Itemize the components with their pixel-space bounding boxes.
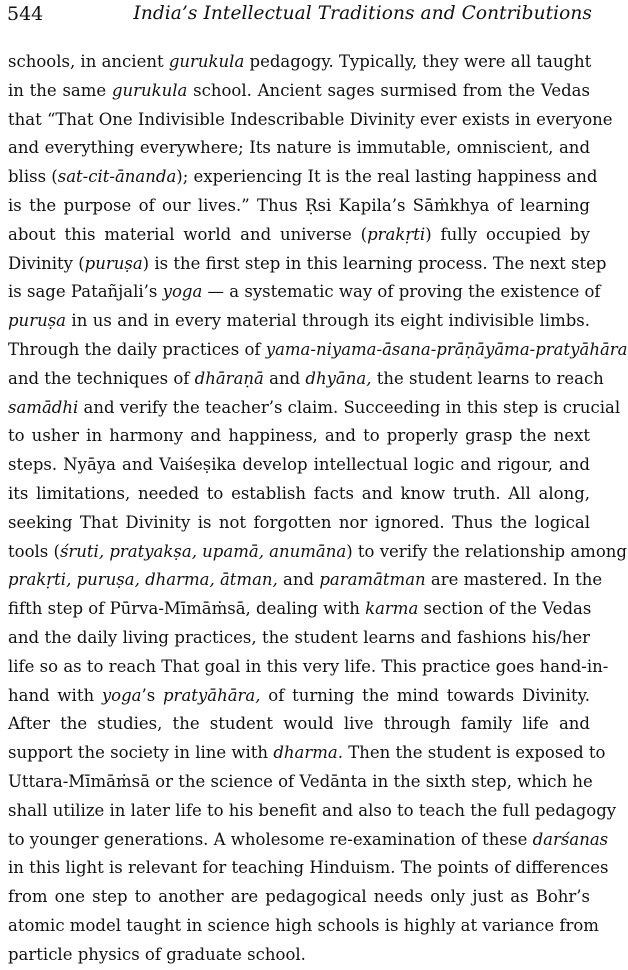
body-paragraph	[8, 48, 628, 970]
text-line	[8, 336, 628, 365]
italic-term: yoga	[162, 282, 203, 302]
text-run: ’s	[141, 685, 163, 705]
text-run: ) fully occupied by	[425, 224, 591, 244]
text-run: is sage Patañjali’s	[8, 282, 163, 302]
text-line	[8, 134, 590, 163]
text-line	[8, 192, 590, 221]
text-line	[8, 624, 590, 653]
text-line	[8, 538, 627, 567]
italic-term: darśanas	[532, 829, 609, 849]
text-run: ); experiencing It is the real lasting happiness and	[176, 167, 598, 187]
text-line	[8, 509, 590, 538]
text-line	[8, 682, 590, 711]
text-run: Divinity (	[8, 253, 85, 273]
text-run: shall utilize in later life to his benefit and also to teach the full pedagogy	[8, 800, 617, 820]
italic-term: karma	[365, 599, 419, 619]
text-run: life so as to reach That goal in this very life. This practice goes hand-in-	[8, 656, 609, 676]
text-run: atomic model taught in science high schools is highly at variance from	[8, 915, 599, 935]
italic-term: puruṣa	[84, 253, 143, 273]
text-line	[8, 77, 590, 106]
text-line	[8, 422, 590, 451]
text-run: is the purpose of our lives.” Thus Ṛsi Kapila’s Sāṁkhya of learning	[8, 195, 590, 215]
italic-term: dharma.	[273, 743, 343, 763]
text-line	[8, 883, 590, 912]
text-run: tools (	[8, 541, 60, 561]
text-run: support the society in line with	[8, 743, 274, 763]
text-run: in us and in every material through its eight indivisible limbs.	[66, 311, 590, 331]
text-run: Uttara-Mīmāṁsā or the science of Vedānta in the sixth step, which he	[8, 771, 593, 791]
italic-term: paramātman	[319, 570, 426, 590]
text-run: fifth step of Pūrva-Mīmāṁsā, dealing with	[8, 599, 366, 619]
text-run: the student learns to reach	[371, 368, 604, 388]
text-run: from one step to another are pedagogical needs only just as Bohr’s	[8, 887, 590, 907]
text-line	[8, 451, 590, 480]
italic-term: pratyāhāra,	[163, 685, 261, 705]
text-line	[8, 278, 601, 307]
text-run: are mastered. In the	[425, 570, 603, 590]
text-line	[8, 163, 598, 192]
text-run: in this light is relevant for teaching Hinduism. The points of differences	[8, 858, 609, 878]
italic-term: gurukula	[111, 80, 188, 100]
italic-term: śruti, pratyakṣa, upamā, anumāna	[59, 541, 347, 561]
text-run: ) to verify the relationship among	[346, 541, 627, 561]
italic-term: prakṛti, puruṣa, dharma, ātman,	[8, 570, 278, 590]
text-run: and the techniques of	[8, 368, 195, 388]
text-line	[8, 48, 590, 77]
italic-term: yoga	[101, 685, 142, 705]
running-title: India’s Intellectual Traditions and Contributions	[133, 3, 592, 24]
text-run: section of the Vedas	[418, 599, 592, 619]
text-line	[8, 250, 607, 279]
text-run: After the studies, the student would live through family life and	[8, 714, 590, 734]
text-line	[8, 653, 609, 682]
italic-term: puruṣa	[8, 311, 67, 331]
text-run: and	[277, 570, 320, 590]
text-run: and the daily living practices, the student learns and fashions his/her	[8, 627, 590, 647]
text-line	[8, 566, 603, 595]
text-run: bliss (	[8, 167, 58, 187]
text-line	[8, 739, 606, 768]
text-run: about this material world and universe (	[8, 224, 368, 244]
text-line	[8, 480, 590, 509]
text-run: — a systematic way of proving the existence of	[202, 282, 601, 302]
text-line	[8, 854, 609, 883]
text-run: and verify the teacher’s claim. Succeeding in this step is crucial	[78, 397, 621, 417]
text-line	[8, 768, 593, 797]
text-run: ) is the first step in this learning process. The next step	[142, 253, 607, 273]
text-line	[8, 826, 609, 855]
italic-term: prakṛti	[367, 224, 426, 244]
text-run: and	[263, 368, 306, 388]
page-number: 544	[7, 3, 44, 25]
text-line	[8, 941, 590, 970]
text-run: particle physics of graduate school.	[8, 944, 306, 964]
italic-term: yama-niyama-āsana-prāṇāyāma-pratyāhāra	[265, 339, 628, 359]
page-header	[7, 0, 592, 30]
text-run: and everything everywhere; Its nature is immutable, omniscient, and	[8, 138, 590, 158]
text-run: Through the daily practices of	[8, 339, 266, 359]
italic-term: sat-cit-ānanda	[57, 167, 177, 187]
text-run: its limitations, needed to establish facts and know truth. All along,	[8, 483, 590, 503]
text-line	[8, 307, 590, 336]
text-line	[8, 912, 599, 941]
text-run: seeking That Divinity is not forgotten nor ignored. Thus the logical	[8, 512, 590, 532]
text-line	[8, 106, 613, 135]
text-run: schools, in ancient	[8, 52, 169, 71]
text-run: pedagogy. Typically, they were all taught	[244, 52, 592, 71]
text-run: hand with	[8, 685, 102, 705]
italic-term: gurukula	[168, 52, 245, 71]
text-line	[8, 595, 590, 624]
text-run: steps. Nyāya and Vaiśeṣika develop intellectual logic and rigour, and	[8, 455, 590, 475]
text-run: that “That One Indivisible Indescribable Divinity ever exists in everyone	[8, 109, 613, 129]
italic-term: dhāraṇā	[194, 368, 264, 388]
italic-term: samādhi	[8, 397, 79, 417]
text-run: to younger generations. A wholesome re-examination of these	[8, 829, 533, 849]
text-run: of turning the mind towards Divinity.	[260, 685, 590, 705]
text-line	[8, 710, 590, 739]
text-line	[8, 797, 617, 826]
text-run: school. Ancient sages surmised from the Vedas	[187, 80, 590, 100]
text-line	[8, 394, 621, 423]
text-run: Then the student is exposed to	[342, 743, 606, 763]
text-line	[8, 221, 590, 250]
italic-term: dhyāna,	[305, 368, 372, 388]
text-line	[8, 365, 604, 394]
text-run: in the same	[8, 80, 112, 100]
text-run: to usher in harmony and happiness, and to properly grasp the next	[8, 426, 590, 446]
